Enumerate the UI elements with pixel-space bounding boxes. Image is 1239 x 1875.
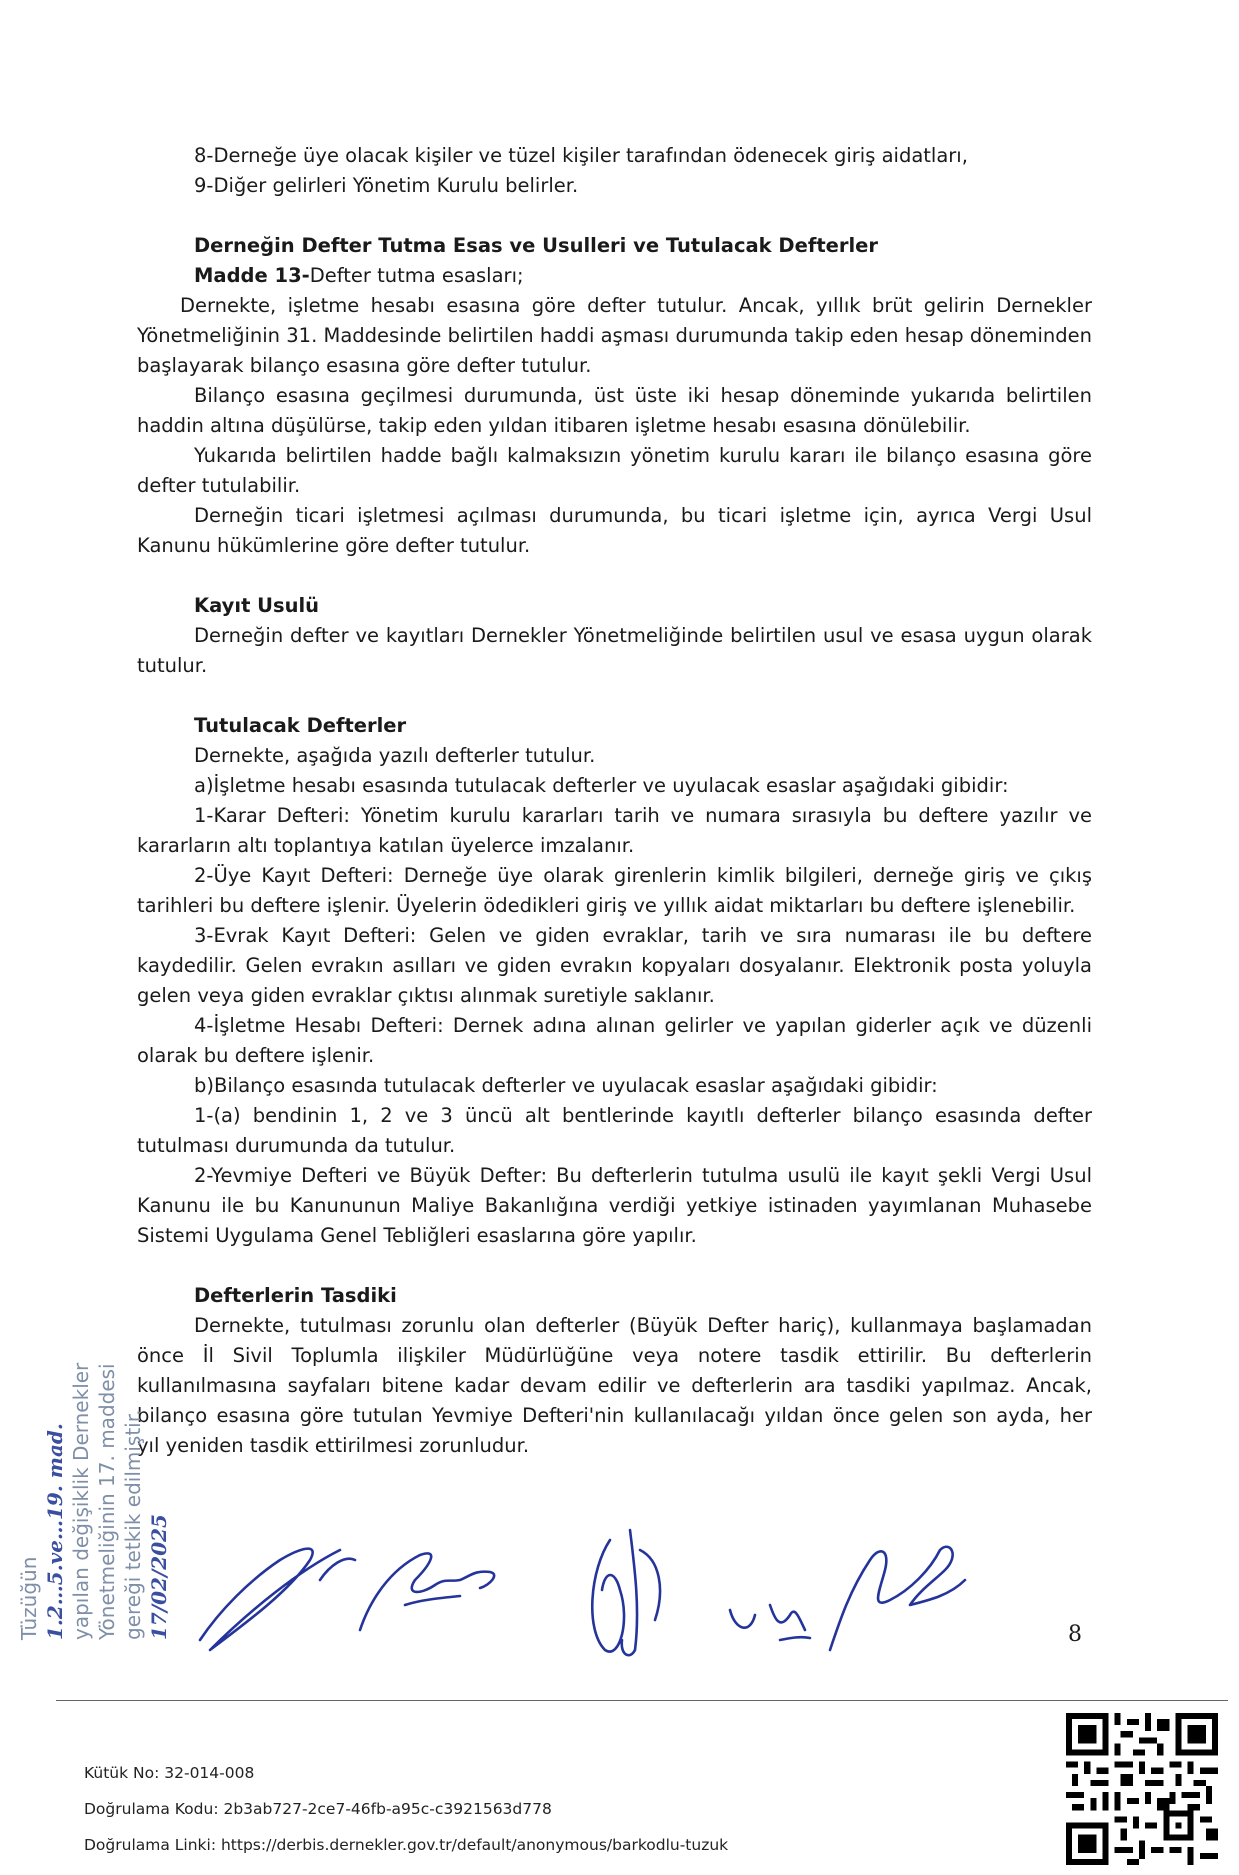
article-number: Madde 13- [194, 264, 310, 287]
paragraph-uye: 2-Üye Kayıt Defteri: Derneğe üye olarak girenlerin kimlik bilgileri, derneğe giriş ve çıkış tarihleri bu deftere işlenir. Üyelerin ödedikleri giriş ve yıllık aidat miktarları bu deftere işlenebilir. [137, 864, 1092, 917]
paragraph-isletme: Dernekte, işletme hesabı esasına göre defter tutulur. Ancak, yıllık brüt gelirin Dernekler Yönetmeliğinin 31. Maddesinde belirtilen haddi aşması durumunda takip eden hesap döneminden başlayarak bilanço esasına göre defter tutulur. [137, 294, 1092, 377]
article-13-line [137, 261, 1092, 291]
footer-divider [56, 1700, 1228, 1701]
verification-code: Doğrulama Kodu: 2b3ab727-2ce7-46fb-a95c-c3921563d778 [84, 1800, 552, 1818]
paragraph-isletme-hesabi: 4-İşletme Hesabı Defteri: Dernek adına alınan gelirler ve yapılan giderler açık ve düzenli olarak bu deftere işlenir. [137, 1014, 1092, 1067]
paragraph-yonetim: Yukarıda belirtilen hadde bağlı kalmaksızın yönetim kurulu kararı ile bilanço esasına göre defter tutulabilir. [137, 444, 1092, 497]
section-heading-tasdik: Defterlerin Tasdiki [194, 1284, 397, 1307]
paragraph-defterler: Dernekte, aşağıda yazılı defterler tutulur. [194, 744, 596, 767]
signature-2 [360, 1553, 494, 1630]
paragraph-kayit: Derneğin defter ve kayıtları Dernekler Yönetmeliğinde belirtilen usul ve esasa uygun olarak tutulur. [137, 624, 1092, 677]
registry-number: Kütük No: 32-014-008 [84, 1764, 255, 1782]
section-heading-tutulacak: Tutulacak Defterler [194, 714, 407, 737]
stamp-handwritten-date: 17/02/2025 [147, 1514, 171, 1640]
tasdik-line-4: bilanço esasına göre tutulan Yevmiye Defteri'nin kullanılacağı yıldan önce gelen son ayda, her [137, 1404, 1092, 1427]
review-stamp [16, 1363, 172, 1640]
page-number: 8 [1068, 1622, 1082, 1647]
paragraph-b1: 1-(a) bendinin 1, 2 ve 3 üncü alt bentlerinde kayıtlı defterler bilanço esasında defter tutulması durumunda da tutulur. [137, 1104, 1092, 1157]
paragraph-b: b)Bilanço esasında tutulacak defterler ve uyulacak esaslar aşağıdaki gibidir: [194, 1074, 938, 1097]
article-title: Defter tutma esasları; [309, 264, 524, 287]
income-item-9: 9-Diğer gelirleri Yönetim Kurulu belirler. [194, 174, 579, 197]
paragraph-karar: 1-Karar Defteri: Yönetim kurulu kararları tarih ve numara sırasıyla bu deftere yazılır ve kararların altı toplantıya katılan üyelerce imzalanır. [137, 804, 1092, 857]
qr-code-icon [1066, 1713, 1218, 1865]
tasdik-line-5: yıl yeniden tasdik ettirilmesi zorunludur. [137, 1434, 530, 1457]
paragraph-yevmiye: 2-Yevmiye Defteri ve Büyük Defter: Bu defterlerin tutulma usulü ile kayıt şekli Vergi Usul Kanunu ile bu Kanununun Maliye Bakanlığına verdiği yetkiye istinaden yayımlanan Muhasebe Sistemi Uygulama Genel Tebliğleri esaslarına göre yapılır. [137, 1164, 1092, 1247]
stamp-handwritten-articles: 1.2…5.ve…19. mad. [43, 1423, 67, 1640]
verification-footer [84, 1755, 728, 1863]
income-item-8: 8-Derneğe üye olacak kişiler ve tüzel kişiler tarafından ödenecek giriş aidatları, [194, 144, 968, 167]
section-heading-defter: Derneğin Defter Tutma Esas ve Usulleri ve Tutulacak Defterler [194, 234, 879, 257]
stamp-line-3: Yönetmeliğinin 17. maddesi [95, 1363, 119, 1640]
paragraph-bilanco: Bilanço esasına geçilmesi durumunda, üst üste iki hesap döneminde yukarıda belirtilen haddin altına düşülürse, takip eden yıldan itibaren işletme hesabı esasına dönülebilir. [137, 384, 1092, 437]
section-heading-kayit: Kayıt Usulü [194, 594, 320, 617]
paragraph-evrak: 3-Evrak Kayıt Defteri: Gelen ve giden evraklar, tarih ve sıra numarası ile bu deftere kaydedilir. Gelen evrakın asılları ve giden evrakın kopyaları dosyalanır. Elektronik posta yoluyla gelen veya giden evraklar çıktısı alınmak suretiyle saklanır. [137, 924, 1092, 1007]
signature-5 [830, 1547, 965, 1650]
tasdik-line-2: önce İl Sivil Toplumla ilişkiler Müdürlüğüne veya notere tasdik ettirilir. Bu defterlerin [137, 1344, 1092, 1367]
signature-3 [592, 1530, 660, 1655]
verification-link[interactable]: Doğrulama Linki: https://derbis.dernekler.gov.tr/default/anonymous/barkodlu-tuzuk [84, 1836, 729, 1854]
tasdik-line-3: kullanılmasına sayfaları bitene kadar devam edilir ve defterlerin ara tasdiki yapılmaz. Ancak, [137, 1374, 1092, 1397]
tasdik-line-1: Dernekte, tutulması zorunlu olan defterler (Büyük Defter hariç), kullanmaya başlamadan [194, 1314, 1092, 1337]
stamp-line-1: Tüzüğün 1.2…5.ve…19. mad. [16, 1363, 68, 1640]
stamp-line-2: yapılan değişiklik Dernekler [69, 1362, 93, 1640]
paragraph-ticari: Derneğin ticari işletmesi açılması durumunda, bu ticari işletme için, ayrıca Vergi Usul Kanunu hükümlerine göre defter tutulur. [137, 504, 1092, 557]
stamp-line-4: gereği tetkik edilmiştir. 17/02/2025 [120, 1363, 172, 1640]
signature-1 [200, 1549, 355, 1650]
paragraph-a: a)İşletme hesabı esasında tutulacak defterler ve uyulacak esaslar aşağıdaki gibidir: [194, 774, 1009, 797]
document-body [137, 141, 1092, 1461]
signatures [190, 1510, 990, 1670]
signature-4 [730, 1605, 810, 1640]
